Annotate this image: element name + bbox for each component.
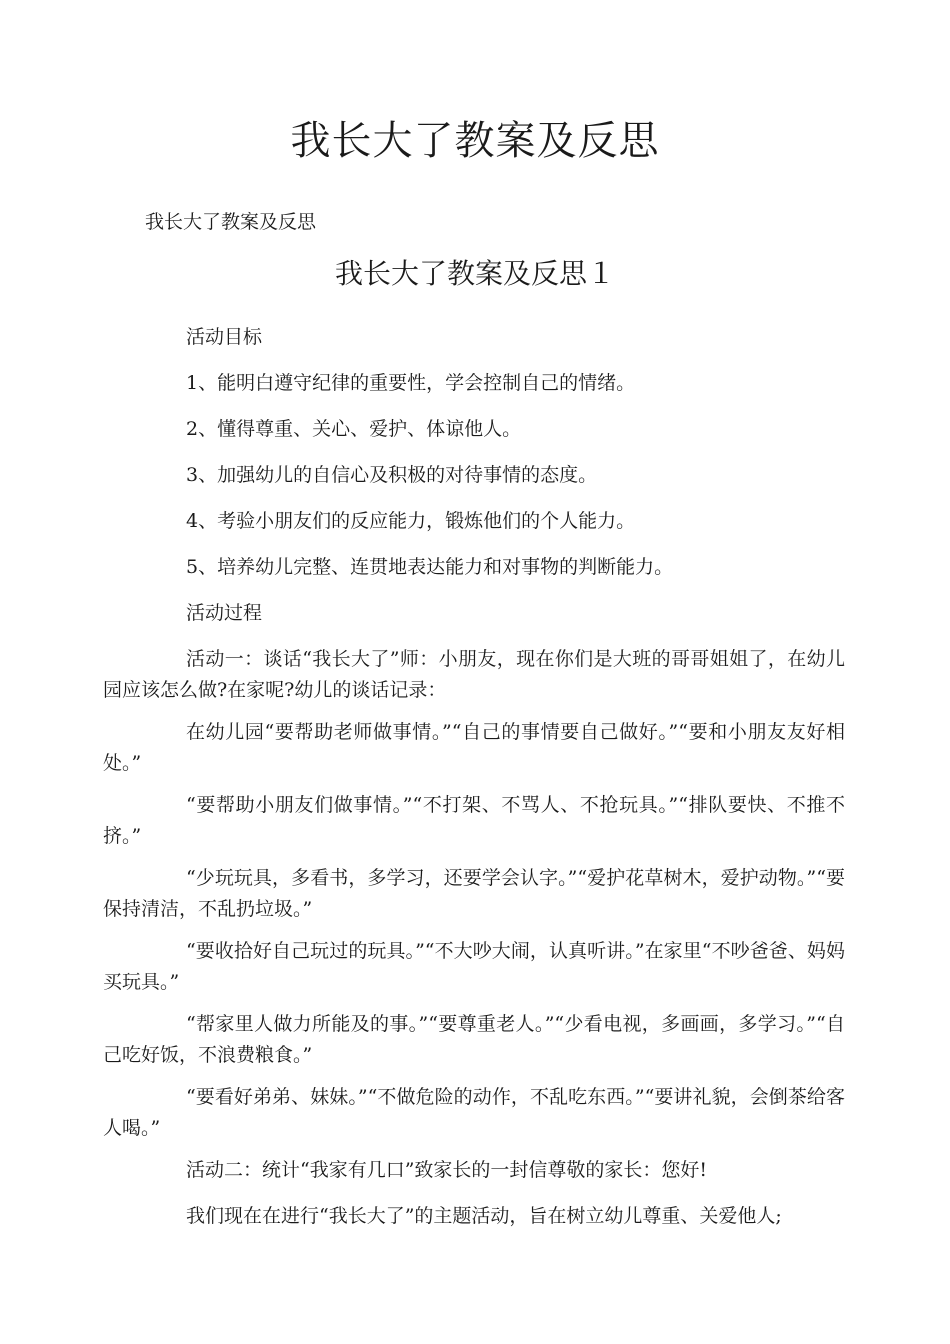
document-subtitle: 我长大了教案及反思 bbox=[145, 211, 317, 233]
goal-item-4: 4、考验小朋友们的反应能力，锻炼他们的个人能力。 bbox=[186, 510, 636, 532]
record-paragraph: “要收拾好自己玩过的玩具。”“不大吵大闹，认真听讲。”在家里“不吵爸爸、妈妈买玩具。” bbox=[103, 940, 845, 993]
record-paragraph: “要帮助小朋友们做事情。”“不打架、不骂人、不抢玩具。”“排队要快、不推不挤。” bbox=[103, 794, 845, 847]
letter-paragraph: 我们现在在进行“我长大了”的主题活动，旨在树立幼儿尊重、关爱他人; bbox=[186, 1205, 782, 1227]
document-title: 我长大了教案及反思 bbox=[290, 118, 660, 164]
record-paragraph: “帮家里人做力所能及的事。”“要尊重老人。”“少看电视，多画画，多学习。”“自己吃好饭，不浪费粮食。” bbox=[103, 1013, 845, 1066]
goal-item-5: 5、培养幼儿完整、连贯地表达能力和对事物的判断能力。 bbox=[186, 556, 674, 578]
activity-one-paragraph: 活动一：谈话“我长大了”师：小朋友，现在你们是大班的哥哥姐姐了，在幼儿园应该怎么做?在家呢?幼儿的谈话记录： bbox=[103, 648, 845, 701]
record-paragraph: “少玩玩具，多看书，多学习，还要学会认字。”“爱护花草树木，爱护动物。”“要保持清洁，不乱扔垃圾。” bbox=[103, 867, 845, 920]
record-paragraph: 在幼儿园“要帮助老师做事情。”“自己的事情要自己做好。”“要和小朋友友好相处。” bbox=[103, 721, 845, 774]
section-title: 我长大了教案及反思１ bbox=[334, 257, 615, 290]
record-paragraph: “要看好弟弟、妹妹。”“不做危险的动作，不乱吃东西。”“要讲礼貌，会倒茶给客人喝。” bbox=[103, 1086, 845, 1139]
heading-activity-process: 活动过程 bbox=[186, 602, 263, 624]
document-body bbox=[103, 322, 845, 1247]
goal-item-3: 3、加强幼儿的自信心及积极的对待事情的态度。 bbox=[186, 464, 598, 486]
goal-item-1: 1、能明白遵守纪律的重要性，学会控制自己的情绪。 bbox=[186, 372, 636, 394]
heading-activity-goals: 活动目标 bbox=[186, 326, 263, 348]
goal-item-2: 2、懂得尊重、关心、爱护、体谅他人。 bbox=[186, 418, 522, 440]
activity-two-paragraph: 活动二：统计“我家有几口”致家长的一封信尊敬的家长：您好! bbox=[186, 1159, 708, 1181]
